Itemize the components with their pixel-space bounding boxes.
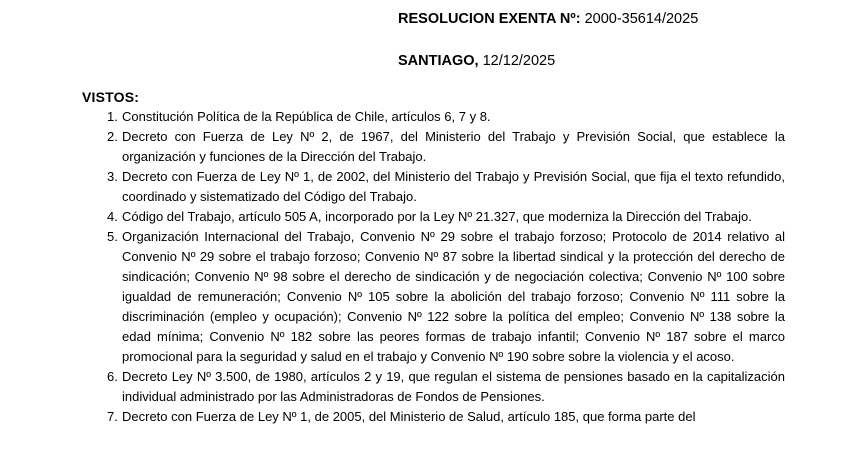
vistos-item-text: Constitución Política de la República de Chile, artículos 6, 7 y 8. xyxy=(122,109,491,124)
vistos-item-number: 6. xyxy=(107,369,118,384)
date-value: 12/12/2025 xyxy=(482,53,556,69)
resolution-number: 2000-35614/2025 xyxy=(584,11,699,27)
vistos-item-number: 2. xyxy=(107,129,118,144)
vistos-item-text: Decreto con Fuerza de Ley Nº 2, de 1967, del Ministerio del Trabajo y Previsión Social, que establece la organización y funciones de la Dirección del Trabajo. xyxy=(122,129,785,164)
vistos-item xyxy=(107,207,785,227)
resolution-label: RESOLUCION EXENTA Nº: xyxy=(398,11,581,27)
vistos-item-text: Decreto con Fuerza de Ley Nº 1, de 2002, del Ministerio del Trabajo y Previsión Social, que fija el texto refundido, coordinado y sistematizado del Código del Trabajo. xyxy=(122,169,785,204)
vistos-item xyxy=(107,167,785,207)
vistos-item-text: Decreto Ley Nº 3.500, de 1980, artículos 2 y 19, que regulan el sistema de pensiones basado en la capitalización individual administrado por las Administradoras de Fondos de Pensiones. xyxy=(122,369,785,404)
vistos-item xyxy=(107,407,785,427)
vistos-item xyxy=(107,367,785,407)
vistos-item-number: 3. xyxy=(107,169,118,184)
vistos-item-number: 4. xyxy=(107,209,118,224)
vistos-item-text: Decreto con Fuerza de Ley Nº 1, de 2005, del Ministerio de Salud, artículo 185, que forma parte del xyxy=(122,409,696,424)
vistos-item xyxy=(107,127,785,167)
vistos-item xyxy=(107,227,785,367)
vistos-item-number: 1. xyxy=(107,109,118,124)
resolution-line xyxy=(398,9,860,29)
vistos-heading: VISTOS: xyxy=(82,89,140,105)
vistos-item xyxy=(107,107,785,127)
vistos-item-text: Organización Internacional del Trabajo, Convenio Nº 29 sobre el trabajo forzoso; Protocolo de 2014 relativo al Convenio Nº 29 sobre el trabajo forzoso; Convenio Nº 87 sobre la libertad sindical y la protección del derecho de sindicación; Convenio Nº 98 sobre el derecho de sindicación y de negociación colectiva; Convenio Nº 100 sobre igualdad de remuneración; Convenio Nº 105 sobre la abolición del trabajo forzoso; Convenio Nº 111 sobre la discriminación (empleo y ocupación); Convenio Nº 122 sobre la política del empleo; Convenio Nº 138 sobre la edad mínima; Convenio Nº 182 sobre las peores formas de trabajo infantil; Convenio Nº 187 sobre el marco promocional para la seguridad y salud en el trabajo y Convenio Nº 190 sobre sobre la violencia y el acoso. xyxy=(122,229,785,364)
vistos-item-text: Código del Trabajo, artículo 505 A, incorporado por la Ley Nº 21.327, que moderniza la Dirección del Trabajo. xyxy=(122,209,752,224)
vistos-item-number: 5. xyxy=(107,229,118,244)
vistos-item-number: 7. xyxy=(107,409,118,424)
vistos-list xyxy=(107,107,785,427)
city-date-line xyxy=(398,51,860,71)
document-header xyxy=(398,0,860,71)
city-label: SANTIAGO, xyxy=(398,53,479,69)
